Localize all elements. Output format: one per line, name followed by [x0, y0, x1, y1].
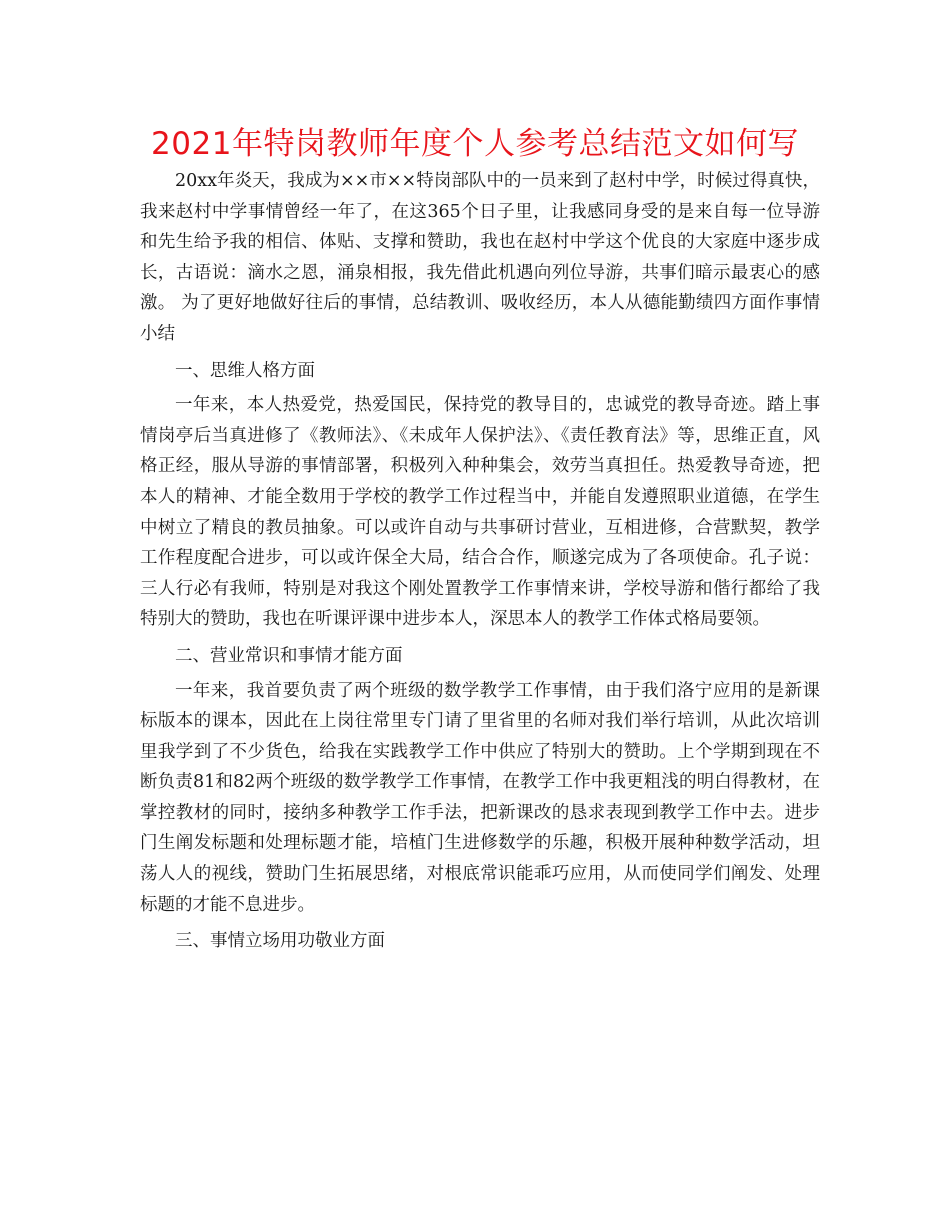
section-heading-1: 一、思维人格方面 [175, 360, 315, 381]
document-title: 2021年特岗教师年度个人参考总结范文如何写 [151, 126, 799, 162]
section-heading-2: 二、营业常识和事情才能方面 [175, 645, 403, 666]
document-body [140, 166, 820, 961]
body-paragraph-section-2: 一年来，我首要负责了两个班级的数学教学工作事情，由于我们洛宁应用的是新课标版本的课本，因此在上岗往常里专门请了里省里的名师对我们举行培训，从此次培训里我学到了不少货色，给我在实践教学工作中供应了特别大的赞助。上个学期到现在不断负责81和82两个班级的数学教学工作事情，在教学工作中我更粗浅的明白得教材，在掌控教材的同时，接纳多种教学工作手法，把新课改的恳求表现到教学工作中去。进步门生阐发标题和处理标题才能，培植门生进修数学的乐趣，积极开展种种数学活动，坦荡人人的视线，赞助门生拓展思绪，对根底常识能乖巧应用，从而使同学们阐发、处理标题的才能不息进步。 [140, 680, 820, 915]
section-heading-3: 三、事情立场用功敬业方面 [175, 931, 385, 952]
body-paragraph-intro: 20xx年炎天，我成为××市××特岗部队中的一员来到了赵村中学，时候过得真快，我来赵村中学事情曾经一年了，在这365个日子里，让我感同身受的是来自每一位导游和先生给予我的相信、体贴、支撑和赞助，我也在赵村中学这个优良的大家庭中逐步成长，古语说：滴水之恩，涌泉相报，我先借此机遇向列位导游，共事们暗示最衷心的感激。 为了更好地做好往后的事情，总结教训、吸收经历，本人从德能勤绩四方面作事情小结 [140, 171, 820, 344]
body-paragraph-section-1: 一年来，本人热爱党，热爱国民，保持党的教导目的，忠诚党的教导奇迹。踏上事情岗亭后当真进修了《教师法》、《未成年人保护法》、《责任教育法》等，思维正直，风格正经，服从导游的事情部署，积极列入种种集会，效劳当真担任。热爱教导奇迹，把本人的精神、才能全数用于学校的教学工作过程当中，并能自发遵照职业道德，在学生中树立了精良的教员抽象。可以或许自动与共事研讨营业，互相进修，合营默契，教学工作程度配合进步，可以或许保全大局，结合合作，顺遂完成为了各项使命。孔子说：三人行必有我师，特别是对我这个刚处置教学工作事情来讲，学校导游和偕行都给了我特别大的赞助，我也在听课评课中进步本人，深思本人的教学工作体式格局要领。 [140, 395, 820, 630]
